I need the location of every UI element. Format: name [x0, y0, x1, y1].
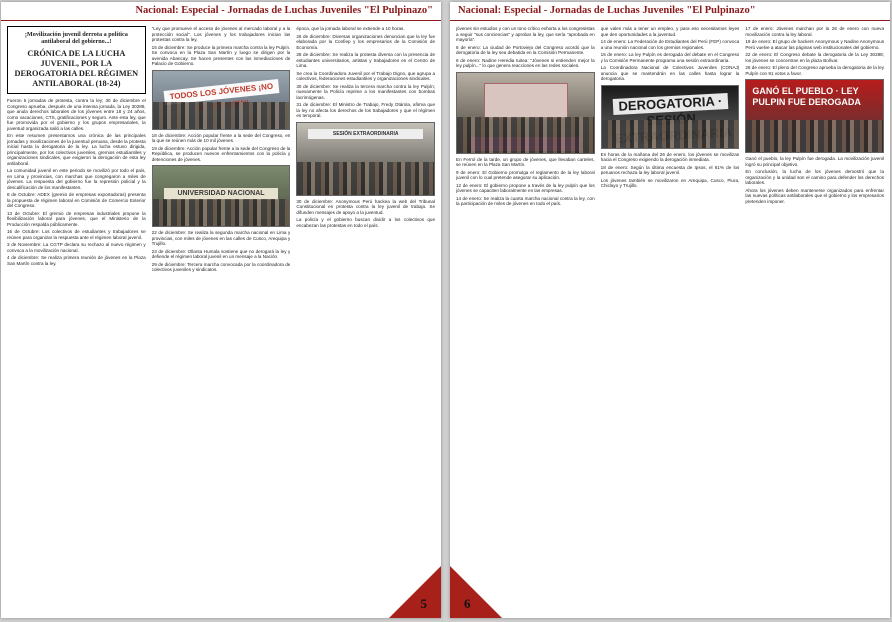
paragraph: 22 de enero: El Congreso debate la derogatoria de la Ley 30288; los jóvenes se concentran en la plaza Bolívar.	[745, 52, 885, 63]
page-corner-triangle	[389, 566, 441, 618]
paragraph: 16 de Octubre: Los colectivos de estudiantes y trabajadores se reúnen para organizar la respuesta ante el régimen laboral juvenil.	[7, 229, 146, 240]
photo-banner: UNIVERSIDAD NACIONAL	[164, 188, 279, 200]
page-number-right	[450, 566, 502, 618]
column-left-1	[7, 26, 146, 612]
paragraph: jóvenes sin estudios y con un tono crítico exhorta a los congresistas a seguir "sus conciencias" y aprobar la ley, que sería "aprobada en mayoría".	[456, 26, 595, 42]
paragraph: En Ferrol de la tarde, un grupo de jóvenes, que llevaban carteles, se reúnen en la Plaza San Martín.	[456, 156, 595, 167]
protest-photo-4	[456, 72, 595, 154]
paragraph: 3 de Noviembre: La CGTP declara su rechazo al nuevo régimen y convoca a la movilización nacional.	[7, 242, 146, 253]
photo-banner: SESIÓN EXTRAORDINARIA	[308, 129, 423, 139]
crowd-image	[297, 162, 434, 194]
poster-wall	[484, 83, 568, 119]
photo-banner: TODOS LOS JÓVENES ¡NO	[163, 79, 279, 105]
paragraph: 17 de enero: Jóvenes marchan por la 26 de enero con nueva movilización contra la ley laboral.	[745, 26, 885, 37]
paragraph: 26 de diciembre: Diversas organizaciones denuncian que la ley fue elaborada por la Confiep y los empresarios de la Comisión de Economía.	[296, 33, 436, 50]
article-title: CRÓNICA DE LA LUCHA JUVENIL, POR LA DEROGATORIA DEL RÉGIMEN ANTILABORAL (18-24)	[14, 49, 139, 89]
page-right	[450, 2, 890, 618]
paragraph: "Ley que promueve el acceso de jóvenes al mercado laboral y a la protección social". Los jóvenes y los trabajadores inician las protestas contra la ley.	[151, 26, 291, 42]
paragraph: 31 de diciembre: El Ministro de Trabajo, Fredy Otárola, afirma que la ley no afecta los derechos de los trabajadores y que el régimen es temporal.	[296, 102, 436, 118]
protest-photo-2	[152, 165, 291, 227]
article-title-box	[7, 26, 146, 94]
paragraph: 4 de diciembre: Se realiza primera reunión de jóvenes en la Plaza San Martín contra la ley.	[7, 255, 146, 266]
paragraph: La Coordinadora Nacional de Colectivos Juveniles (CONAJ) anuncia que se mantendrán en las calles hasta lograr la derogatoria.	[600, 65, 740, 81]
paragraph: 29 de diciembre: Tercera marcha convocada por la coordinadora de colectivos juveniles y sindicatos.	[151, 261, 291, 272]
page-left	[1, 2, 441, 618]
crowd-image	[602, 120, 739, 148]
paragraph: Ganó el pueblo, la ley Pulpín fue derogada. La movilización juvenil logró su principal objetivo.	[745, 156, 885, 167]
protest-photo-3	[296, 122, 435, 196]
crowd-image	[457, 117, 594, 153]
paragraph: 12 de enero: El gobierno propone a través de la ley pulpín que los jóvenes se capaciten laboralmente en las empresas.	[456, 182, 595, 193]
columns-left	[7, 26, 435, 612]
paragraph: época, que la jornada laboral se extiende a 10 horas.	[296, 26, 405, 31]
paragraph: 23 de diciembre: Ollanta Humala sostiene que no derogará la ley y defiende el régimen laboral juvenil en un mensaje a la Nación.	[151, 248, 291, 259]
paragraph: 28 de diciembre: Se realiza la protesta diversa con la presencia de estudiantes universitarios, artistas y trabajadores en el Centro de Lima.	[296, 52, 436, 68]
page-header-left: Nacional: Especial - Jornadas de Luchas Juveniles "El Pulpinazo"	[1, 2, 441, 21]
paragraph: 6 de enero: La ciudad de Portoviejo del Congreso acordó que la derogatoria de la ley sea debatida en la Comisión Permanente.	[456, 44, 595, 55]
paragraph: 8 de enero: Nadine Heredia tuitea: "Jóvenes si entienden mejor la ley pulpín..." lo que genera reacciones en las redes sociales.	[456, 57, 595, 68]
page-number: 5	[420, 596, 427, 611]
paragraph: 30 de diciembre: Se realiza la tercera marcha contra la ley Pulpín; nuevamente la Policía reprime a los manifestantes con bombas lacrimógenas.	[296, 83, 436, 100]
paragraph: 14 de enero: Se realiza la cuarta marcha nacional contra la ley, con la participación de miles de jóvenes en todo el país.	[456, 195, 595, 206]
paragraph: 15 de diciembre: Se produce la primera marcha contra la ley Pulpín. Se convoca en la Plaza San Martín y luego se dirigen por la avenida Abancay. Se hacen presentes con las inmediaciones de Palacio de Gobierno.	[151, 44, 291, 66]
paragraph: 8 de Octubre: ADEX (gremio de empresas exportadoras) presenta la propuesta de régimen laboral en Comisión de Comercio Exterior del Congreso.	[7, 192, 146, 209]
photo-banner: GANÓ EL PUEBLO · LEY PULPIN FUE DEROGADA	[752, 86, 861, 107]
protest-photo-6	[745, 79, 884, 153]
article-kicker: ¡Movilización juvenil derrota a política antilaboral del gobierno...!	[24, 31, 128, 46]
paragraph: 18 de enero: Según la última encuesta de Ipsos, el 61% de los peruanos rechaza la ley laboral juvenil.	[600, 164, 740, 175]
page-corner-triangle	[450, 566, 502, 618]
paragraph: 19 de diciembre: Acción popular frente a la sede del Congreso de la República, se producen nuevos enfrentamientos con la policía y detenciones de jóvenes.	[151, 145, 291, 162]
paragraph: La policía y el gobierno buscan dividir a los colectivos que encabezan las protestas en todo el país.	[296, 217, 436, 228]
paragraph: Fueron 5 jornadas de protesta, contra la ley; 30 de diciembre el Congreso aprueba, después de una intensa jornada, la Ley 30288, que anula derechos laborales de los jóvenes entre 18 y 24 años, como vacaciones, CTS, gratificaciones y seguro. Ante esta ley, que fue promovida por el gobierno y los grupos empresariales, la juventud organizada salió a las calles.	[7, 98, 146, 131]
crowd-image	[746, 120, 883, 152]
column-left-3	[296, 26, 435, 612]
paragraph: 9 de enero: El Gobierno promulga el reglamento de la ley laboral juvenil con lo cual pretende asegurar su aplicación.	[456, 169, 595, 180]
column-left-2	[152, 26, 291, 612]
paragraph: 13 de Octubre: El gremio de empresas industriales propone la flexibilización laboral para jóvenes, que el Ministerio de la Producción respalda públicamente.	[7, 210, 146, 227]
column-right-1	[456, 26, 595, 612]
page-header-right: Nacional: Especial - Jornadas de Luchas Juveniles "El Pulpinazo"	[450, 2, 890, 21]
crowd-image	[153, 102, 290, 128]
column-right-2	[601, 26, 740, 612]
paragraph: En horas de la mañana del 26 de enero, los jóvenes se movilizan hacia el Congreso exigiendo la derogación inmediata.	[600, 151, 740, 162]
protest-photo-5	[601, 85, 740, 149]
paragraph: 19 de enero: El grupo de hackers Anonymous y Nadine Anonymous Perú vuelve a atacar las páginas web institucionales del gobierno.	[745, 39, 885, 50]
paragraph: 18 de diciembre: Acción popular frente a la sede del Congreso, en la que se reúnen más de 10 mil jóvenes.	[151, 132, 291, 143]
paragraph: 22 de diciembre: Se realiza la segunda marcha nacional en Lima y provincias, con miles de jóvenes en las calles de Cusco, Arequipa y Trujillo.	[151, 230, 291, 246]
page-number: 6	[464, 596, 471, 611]
paragraph: 30 de diciembre: Anonymous Perú hackea la web del Tribunal Constitucional en protesta contra la ley juvenil de trabajo. Se difunden mensajes de apoyo a la juventud.	[296, 198, 436, 215]
paragraph: Ahora los jóvenes deben mantenerse organizados para enfrentar las nuevas políticas antilaborales que el gobierno y los empresarios pretenden imponer.	[745, 187, 885, 204]
paragraph: La comunidad juvenil en este periodo se movilizó por todo el país, en Lima y provincias, con marchas que congregaron a miles de jóvenes. La respuesta del gobierno fue la represión policial y la descalificación de los manifestantes.	[7, 168, 146, 190]
column-right-3	[745, 26, 884, 612]
paragraph: Se crea la Coordinadora Juvenil por el Trabajo Digno, que agrupa a colectivos, federaciones estudiantiles y organizaciones sindicales.	[296, 70, 436, 81]
protest-photo-1	[152, 70, 291, 130]
paragraph: 14 de enero: La Federación de Estudiantes del Perú (FEP) convoca a una reunión nacional con los gremios regionales.	[600, 39, 740, 50]
page-number-left	[389, 566, 441, 618]
columns-right	[456, 26, 884, 612]
paragraph: En conclusión, la lucha de los jóvenes demostró que la organización y la unidad son el camino para defender los derechos laborales.	[745, 169, 885, 185]
paragraph: En este resumen presentamos una crónica de las principales jornadas y movilizaciones de la juventud peruana, desde la protesta inicial hasta la derogatoria de la ley. La lucha estuvo dirigida, principalmente, por los colectivos juveniles, gremios estudiantiles y organizaciones sindicales, que exigieron la derogación de esta ley antilaboral.	[7, 133, 146, 166]
paragraph: 15 de enero: La ley Pulpín es derogada del debate en el Congreso y la Comisión Permanente programa una sesión extraordinaria.	[600, 52, 740, 63]
paragraph: Los jóvenes también se movilizaron en Arequipa, Cusco, Piura, Chiclayo y Trujillo.	[600, 177, 740, 188]
crowd-image	[153, 199, 290, 226]
paragraph: 26 de enero: El pleno del Congreso aprueba la derogatoria de la ley Pulpín con 91 votos a favor.	[745, 65, 885, 76]
photo-banner: DEROGATORIA ·	[612, 93, 728, 115]
paragraph: que valen más a tener un empleo, y para eso necesitamos leyes que den oportunidades a la juventud.	[600, 26, 740, 37]
